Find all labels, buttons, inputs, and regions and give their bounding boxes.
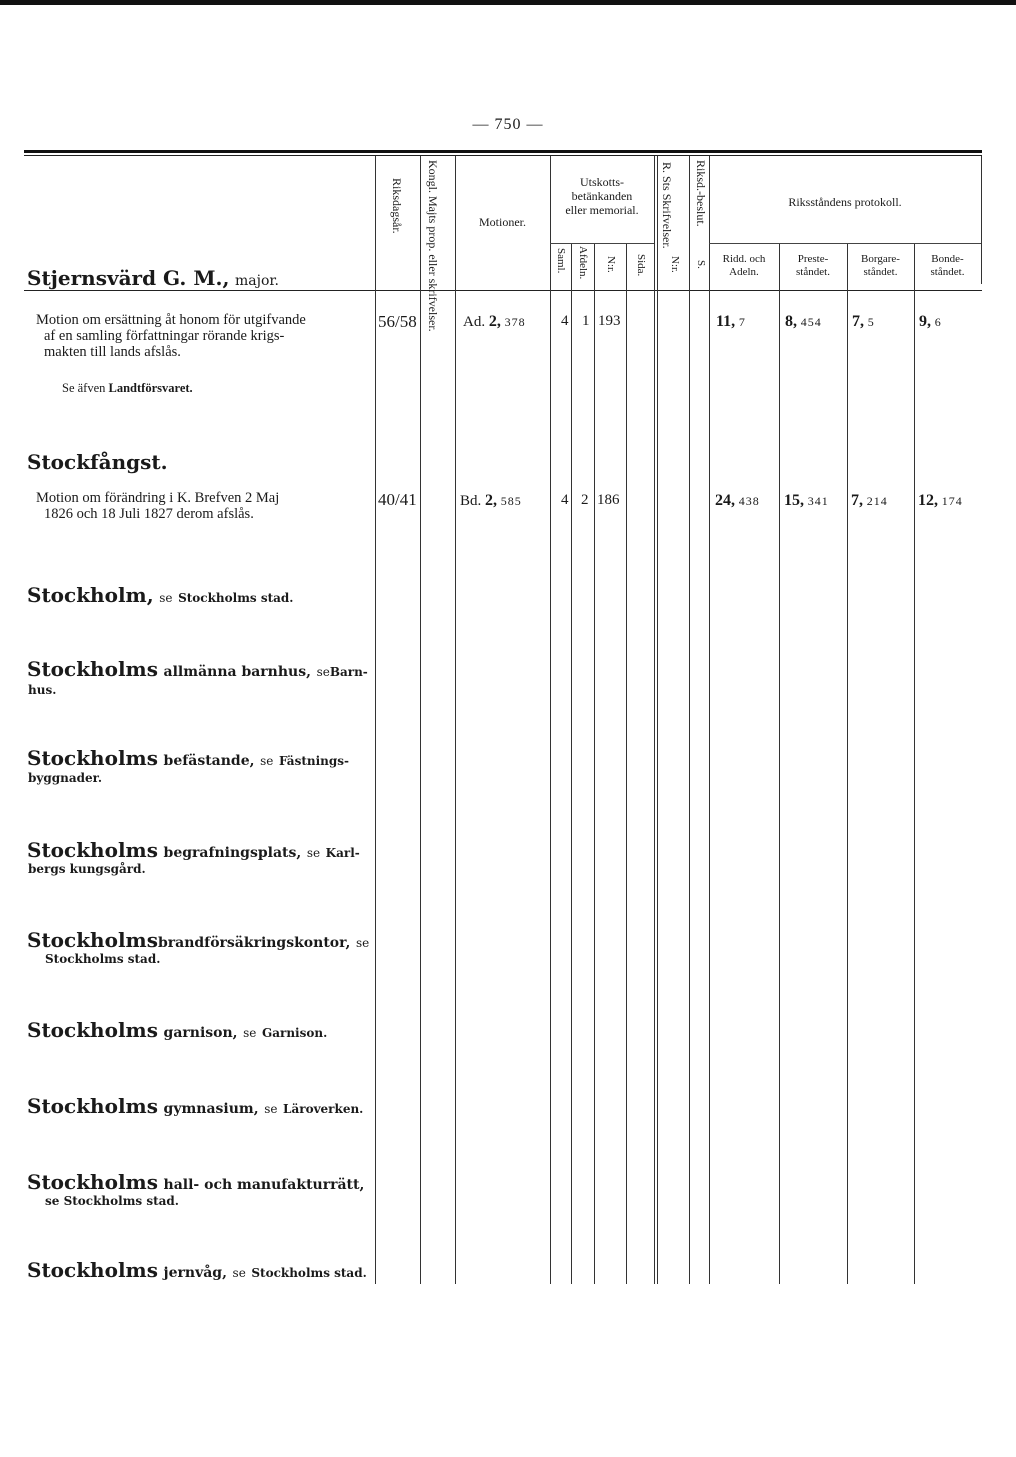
ref-se: se — [306, 846, 321, 860]
header-utskott — [550, 175, 654, 217]
ref-main: Stockholms — [27, 657, 158, 681]
header-preste-line2: ståndet. — [796, 266, 830, 278]
col-line — [654, 156, 655, 1284]
header-rsts-nr: N:r. — [669, 256, 681, 273]
borgare-vol: 7, — [851, 492, 863, 509]
entry-name: Stockfångst. — [27, 450, 168, 474]
ref-brandforsakringskontor — [27, 928, 369, 952]
borgare-page: 5 — [867, 315, 875, 329]
subheader-rule — [550, 243, 654, 244]
cell-motion — [460, 492, 522, 510]
top-border — [0, 0, 1016, 5]
header-motioner: Motioner. — [479, 215, 526, 229]
ref-gymnasium — [27, 1094, 363, 1118]
see-also — [62, 381, 193, 396]
page-number: — 750 — — [472, 116, 544, 133]
ref-target: Fästnings- — [278, 754, 350, 768]
header-preste — [779, 253, 847, 279]
col-line — [709, 156, 710, 1284]
ref-barnhus-cont: hus. — [28, 683, 57, 697]
cell-year: 40/41 — [378, 490, 417, 509]
ref-rest: brandförsäkringskontor, — [157, 935, 351, 951]
ref-garnison — [27, 1018, 327, 1042]
cell-year: 56/58 — [378, 312, 417, 331]
header-bonde-line2: ståndet. — [930, 266, 965, 278]
header-protokoll: Riksståndens protokoll. — [788, 195, 902, 209]
desc-line: Motion om förändring i K. Brefven 2 Maj — [36, 490, 280, 506]
ref-se: se — [232, 1266, 246, 1280]
ref-target: Stockholms stad. — [178, 591, 294, 605]
ref-rest: jernvåg, — [163, 1265, 227, 1281]
table-top-rule — [24, 150, 982, 153]
ref-hall-manufakturratt — [27, 1170, 364, 1194]
ref-se: se — [243, 1026, 257, 1040]
header-kongl-majts — [426, 160, 439, 332]
ref-rest: allmänna barnhus, — [163, 664, 311, 680]
bonde-vol: 9, — [919, 313, 931, 330]
header-sida: Sida. — [635, 254, 647, 277]
motion-page: 585 — [500, 494, 522, 508]
header-borgare-line1: Borgare- — [861, 253, 900, 265]
entry-stjernsvard-title — [27, 266, 279, 290]
ref-main: Stockholms — [27, 1258, 158, 1282]
desc-line: Motion om ersättning åt honom för utgifvande — [36, 312, 306, 328]
preste-vol: 8, — [785, 313, 797, 330]
col-line — [689, 156, 690, 1284]
cell-preste — [784, 492, 829, 510]
col-line — [455, 156, 456, 1284]
header-rsts-line2: Skrifvelser. — [660, 193, 674, 249]
desc-line: 1826 och 18 Juli 1827 derom afslås. — [44, 506, 254, 522]
cell-borgare — [852, 313, 875, 331]
ref-hall-manufakturratt-cont: se Stockholms stad. — [45, 1194, 179, 1208]
header-saml: Saml. — [555, 248, 567, 274]
col-line — [914, 243, 915, 1284]
ref-main: Stockholms — [27, 838, 158, 862]
col-line — [657, 156, 658, 1284]
ref-target: Garnison. — [261, 1026, 328, 1040]
cell-ridd — [715, 492, 760, 510]
preste-page: 454 — [800, 315, 822, 329]
col-line — [375, 156, 376, 1284]
ref-rest: gymnasium, — [163, 1101, 259, 1117]
ref-main: Stockholms — [27, 1170, 158, 1194]
motion-page: 378 — [504, 315, 526, 329]
bonde-page: 174 — [941, 494, 963, 508]
ref-main: Stockholms — [27, 746, 158, 770]
preste-page: 341 — [807, 494, 829, 508]
col-line — [847, 243, 848, 1284]
ref-rest: befästande, — [163, 753, 255, 769]
ref-main: Stockholms — [27, 1018, 158, 1042]
ridd-page: 7 — [738, 315, 746, 329]
entry-stockfangst-title — [27, 450, 168, 474]
header-ridd — [709, 253, 779, 279]
cell-saml: 4 — [561, 492, 569, 508]
header-riksd-s: S. — [695, 260, 707, 269]
cell-afdeln: 2 — [581, 492, 589, 508]
header-borgare-line2: ståndet. — [863, 266, 898, 278]
bonde-vol: 12, — [918, 492, 938, 509]
header-riksdagsar: Riksdagsår. — [390, 178, 404, 234]
ref-rest: garnison, — [163, 1025, 238, 1041]
ref-rest: begrafningsplats, — [163, 845, 302, 861]
ref-se: se — [316, 665, 330, 679]
entry-stjernsvard-desc — [36, 312, 372, 360]
header-bonde — [914, 253, 981, 279]
ref-main: Stockholms — [27, 1094, 158, 1118]
header-ridd-line2: Adeln. — [729, 266, 759, 278]
col-line — [420, 156, 421, 1284]
ridd-page: 438 — [738, 494, 760, 508]
header-kongl-line1: Kongl. Majts prop. — [426, 160, 440, 252]
cell-motion — [463, 313, 526, 331]
col-line — [550, 156, 551, 1284]
entry-stockfangst-desc — [36, 490, 372, 522]
entry-role: major. — [234, 273, 279, 289]
cell-nr: 193 — [598, 313, 621, 329]
ref-se: se — [355, 936, 370, 950]
col-line — [626, 243, 627, 1284]
col-line — [779, 243, 780, 1284]
cell-borgare — [851, 492, 888, 510]
header-afdeln: Afdeln. — [577, 246, 589, 280]
see-also-ref: Landtförsvaret. — [108, 381, 193, 395]
col-line — [594, 243, 595, 1284]
header-preste-line1: Preste- — [797, 253, 829, 265]
ref-rest: hall- och manufakturrätt, — [163, 1177, 365, 1193]
motion-prefix: Ad. — [463, 314, 486, 330]
header-kongl-line2: eller skrifvelser. — [426, 254, 440, 332]
ref-begrafningsplats — [27, 838, 360, 862]
ref-target: Karl- — [325, 846, 360, 860]
ref-main: Stockholms — [27, 928, 158, 952]
ref-jernvag — [27, 1258, 367, 1282]
ref-target: Läroverken. — [283, 1102, 364, 1116]
ridd-vol: 11, — [716, 313, 736, 330]
header-utskott-line2: betänkanden — [571, 189, 633, 203]
entry-name: Stjernsvärd G. M., — [27, 266, 230, 290]
col-line — [571, 243, 572, 1284]
motion-vol: 2, — [488, 313, 501, 330]
ref-brandforsakringskontor-cont: Stockholms stad. — [45, 952, 161, 966]
preste-vol: 15, — [784, 492, 804, 509]
bonde-page: 6 — [934, 315, 942, 329]
header-ridd-line1: Ridd. och — [722, 253, 766, 265]
subheader-rule — [709, 243, 981, 244]
ref-barnhus — [27, 657, 368, 681]
motion-prefix: Bd. — [460, 493, 482, 509]
col-line — [981, 156, 982, 284]
cell-saml: 4 — [561, 313, 569, 329]
cell-bonde — [919, 313, 942, 331]
motion-vol: 2, — [485, 492, 498, 509]
header-nr: N:r. — [605, 256, 617, 273]
header-rsts — [660, 162, 673, 249]
header-bonde-line1: Bonde- — [931, 253, 964, 265]
cell-preste — [785, 313, 822, 331]
header-borgare — [847, 253, 914, 279]
cell-bonde — [918, 492, 963, 510]
ref-target: Stockholms stad. — [251, 1266, 367, 1280]
ref-se: se — [260, 754, 274, 768]
desc-line: makten till lands afslås. — [44, 344, 181, 360]
cell-ridd — [716, 313, 746, 331]
ref-target: Barn- — [329, 665, 368, 679]
see-also-prefix: Se äfven — [62, 381, 106, 395]
borgare-page: 214 — [866, 494, 888, 508]
borgare-vol: 7, — [852, 313, 864, 330]
ref-befastande — [27, 746, 349, 770]
table-top-rule-thin — [24, 155, 982, 156]
ref-se: se — [159, 591, 173, 605]
header-utskott-line1: Utskotts- — [579, 175, 624, 189]
ref-begrafningsplats-cont: bergs kungsgård. — [28, 862, 146, 876]
cell-afdeln: 1 — [582, 313, 590, 329]
ref-stockholm — [27, 583, 294, 607]
header-bottom-rule — [24, 290, 982, 291]
header-riksd-beslut: Riksd.-beslut. — [694, 160, 708, 227]
ref-befastande-cont: byggnader. — [28, 771, 103, 785]
desc-line: af en samling författningar rörande krigs- — [44, 328, 285, 344]
ref-se: se — [264, 1102, 278, 1116]
ref-main: Stockholm, — [27, 583, 154, 607]
ridd-vol: 24, — [715, 492, 735, 509]
header-rsts-line1: R. Sts — [660, 162, 674, 191]
header-utskott-line3: eller memorial. — [565, 203, 639, 217]
cell-nr: 186 — [597, 492, 620, 508]
